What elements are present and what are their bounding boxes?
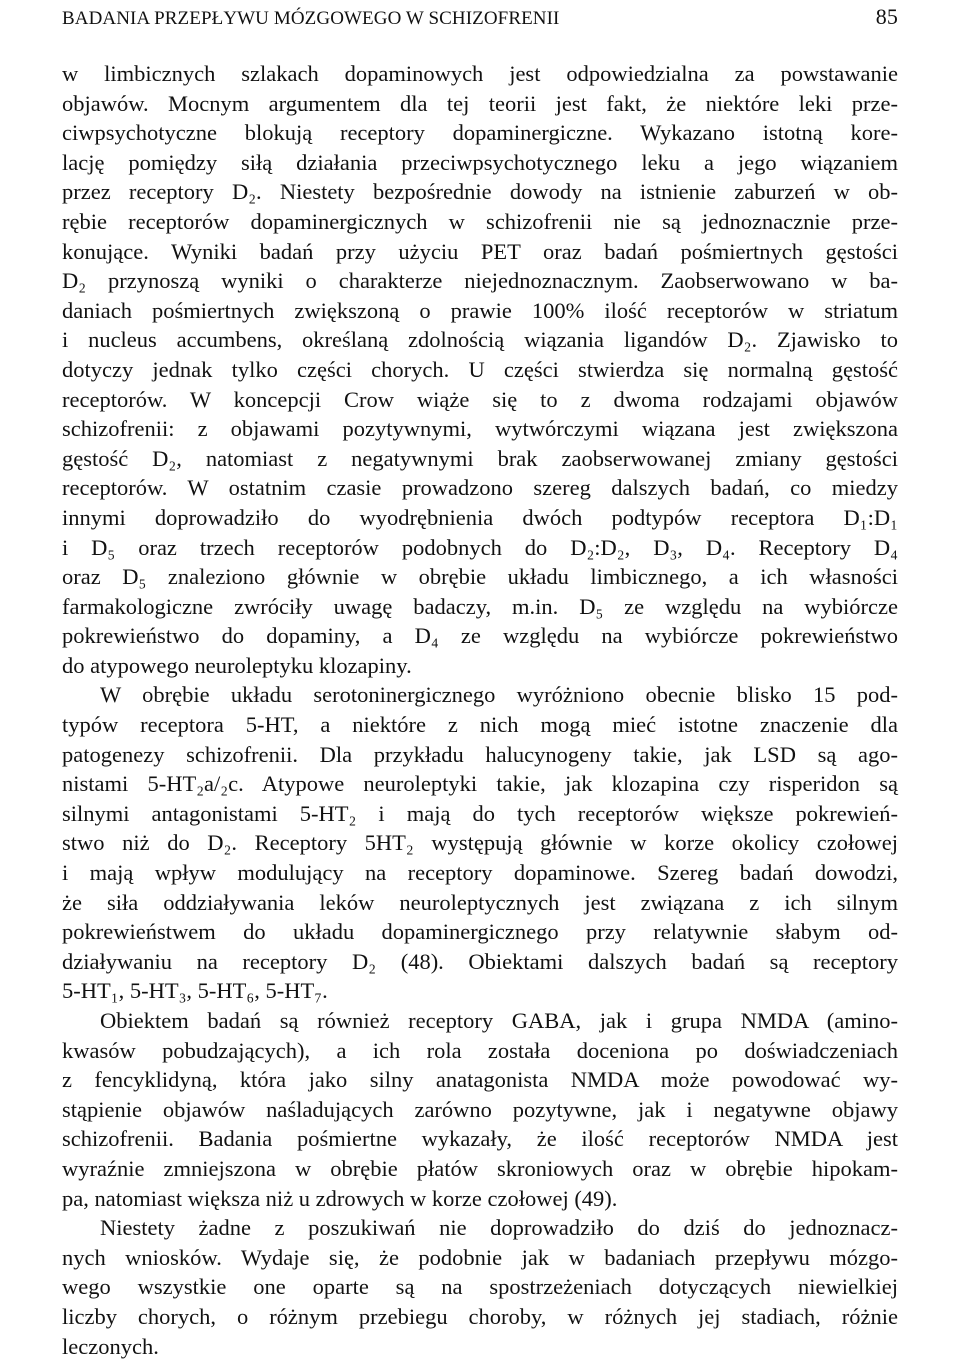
body-text (62, 59, 898, 1361)
text-line: przez receptory D₂. Niestety bezpośrednie dowody na istnienie zaburzeń w ob- (62, 179, 898, 205)
text-line: lację pomiędzy siłą działania przeciwpsychotycznego leku a jego wiązaniem (62, 149, 898, 175)
page-header (62, 4, 898, 34)
text-line: i D₅ oraz trzech receptorów podobnych do D₂:D₂, D₃, D₄. Receptory D₄ (62, 534, 898, 560)
text-line: leczonych. (62, 1333, 159, 1359)
text-line: nych wniosków. Wydaje się, że podobnie jak w badaniach przepływu mózgo- (62, 1244, 898, 1270)
text-line: D₂ przynoszą wyniki o charakterze niejednoznacznym. Zaobserwowano w ba- (62, 268, 898, 294)
text-line: rębie receptorów dopaminergicznych w schizofrenii nie są jednoznacznie prze- (62, 208, 898, 234)
text-line: że siła oddziaływania leków neuroleptycznych jest związana z ich silnym (62, 889, 898, 915)
text-line: stąpienie objawów naśladujących zarówno pozytywne, jak i negatywne objawy (62, 1096, 898, 1122)
paragraph-start-line: W obrębie układu serotoninergicznego wyróżniono obecnie blisko 15 pod- (100, 682, 898, 708)
text-line: pa, natomiast większa niż u zdrowych w korze czołowej (49). (62, 1185, 618, 1211)
text-line: receptorów. W ostatnim czasie prowadzono szereg dalszych badań, co miedzy (62, 475, 898, 501)
text-line: kwasów pobudzających), a ich rola została doceniona po doświadczeniach (62, 1037, 898, 1063)
text-line: typów receptora 5-HT, a niektóre z nich mogą mieć istotne znaczenie dla (62, 712, 898, 738)
text-line: silnymi antagonistami 5-HT₂ i mają do tych receptorów większe pokrewień- (62, 800, 898, 826)
text-line: konujące. Wyniki badań przy użyciu PET oraz badań pośmiertnych gęstości (62, 238, 898, 264)
text-line: pokrewieństwo do dopaminy, a D₄ ze względu na wybiórcze pokrewieństwo (62, 623, 898, 649)
text-line: w limbicznych szlakach dopaminowych jest odpowiedzialna za powstawanie (62, 61, 898, 86)
text-line: i nucleus accumbens, określaną zdolnością wiązania ligandów D₂. Zjawisko to (62, 327, 898, 353)
text-line: z fencyklidyną, która jako silny anatagonista NMDA może powodować wy- (62, 1067, 898, 1093)
text-line: objawów. Mocnym argumentem dla tej teorii jest fakt, że niektóre leki prze- (62, 90, 898, 116)
text-line: gęstość D₂, natomiast z negatywnymi brak zaobserwowanej zmiany gęstości (62, 445, 898, 471)
text-line: schizofrenii. Badania pośmiertne wykazały, że ilość receptorów NMDA jest (62, 1126, 898, 1152)
paragraph-start-line: Obiektem badań są również receptory GABA, jak i grupa NMDA (amino- (100, 1008, 898, 1033)
text-line: liczby chorych, o różnym przebiegu choroby, w różnych jej stadiach, różnie (62, 1303, 898, 1329)
text-line: wego wszystkie one oparte są na spostrzeżeniach dotyczących niewielkiej (62, 1274, 898, 1300)
page-number: 85 (875, 4, 898, 29)
text-line: i mają wpływ modulujący na receptory dopaminowe. Szereg badań dowodzi, (62, 860, 898, 886)
text-line: do atypowego neuroleptyku klozapiny. (62, 652, 412, 678)
text-line: receptorów. W koncepcji Crow wiąże się to z dwoma rodzajami objawów (62, 386, 898, 412)
text-line: ciwpsychotyczne blokują receptory dopaminergiczne. Wykazano istotną kore- (62, 120, 898, 146)
text-line: wyraźnie zmniejszona w obrębie płatów skroniowych oraz w obrębie hipokam- (62, 1155, 898, 1181)
text-line: dotyczy jednak tylko części chorych. U części stwierdza się normalną gęstość (62, 356, 898, 382)
text-line: innymi doprowadziło do wyodrębnienia dwóch podtypów receptora D₁:D₁ (62, 504, 898, 530)
text-line: 5-HT₁, 5-HT₃, 5-HT₆, 5-HT₇. (62, 978, 328, 1004)
text-line: oraz D₅ znaleziono głównie w obrębie układu limbicznego, a ich własności (62, 564, 898, 590)
text-line: pokrewieństwem do układu dopaminergicznego przy relatywnie słabym od- (62, 919, 898, 945)
text-line: nistami 5-HT₂a/₂c. Atypowe neuroleptyki takie, jak klozapina czy risperidon są (62, 771, 898, 797)
text-line: farmakologiczne zwróciły uwagę badaczy, m.in. D₅ ze względu na wybiórcze (62, 593, 898, 619)
text-line: działywaniu na receptory D₂ (48). Obiektami dalszych badań są receptory (62, 948, 898, 974)
text-line: patogenezy schizofrenii. Dla przykładu halucynogeny takie, jak LSD są ago- (62, 741, 898, 767)
paragraph-start-line: Niestety żadne z poszukiwań nie doprowadziło do dziś do jednoznacz- (100, 1215, 898, 1241)
text-line: stwo niż do D₂. Receptory 5HT₂ występują głównie w korze okolicy czołowej (62, 830, 898, 856)
text-line: daniach pośmiertnych zwiększoną o prawie 100% ilość receptorów w striatum (62, 297, 898, 323)
running-title: BADANIA PRZEPŁYWU MÓZGOWEGO W SCHIZOFRENII (62, 8, 560, 29)
text-line: schizofrenii: z objawami pozytywnymi, wytwórczymi wiązana jest zwiększona (62, 416, 898, 442)
